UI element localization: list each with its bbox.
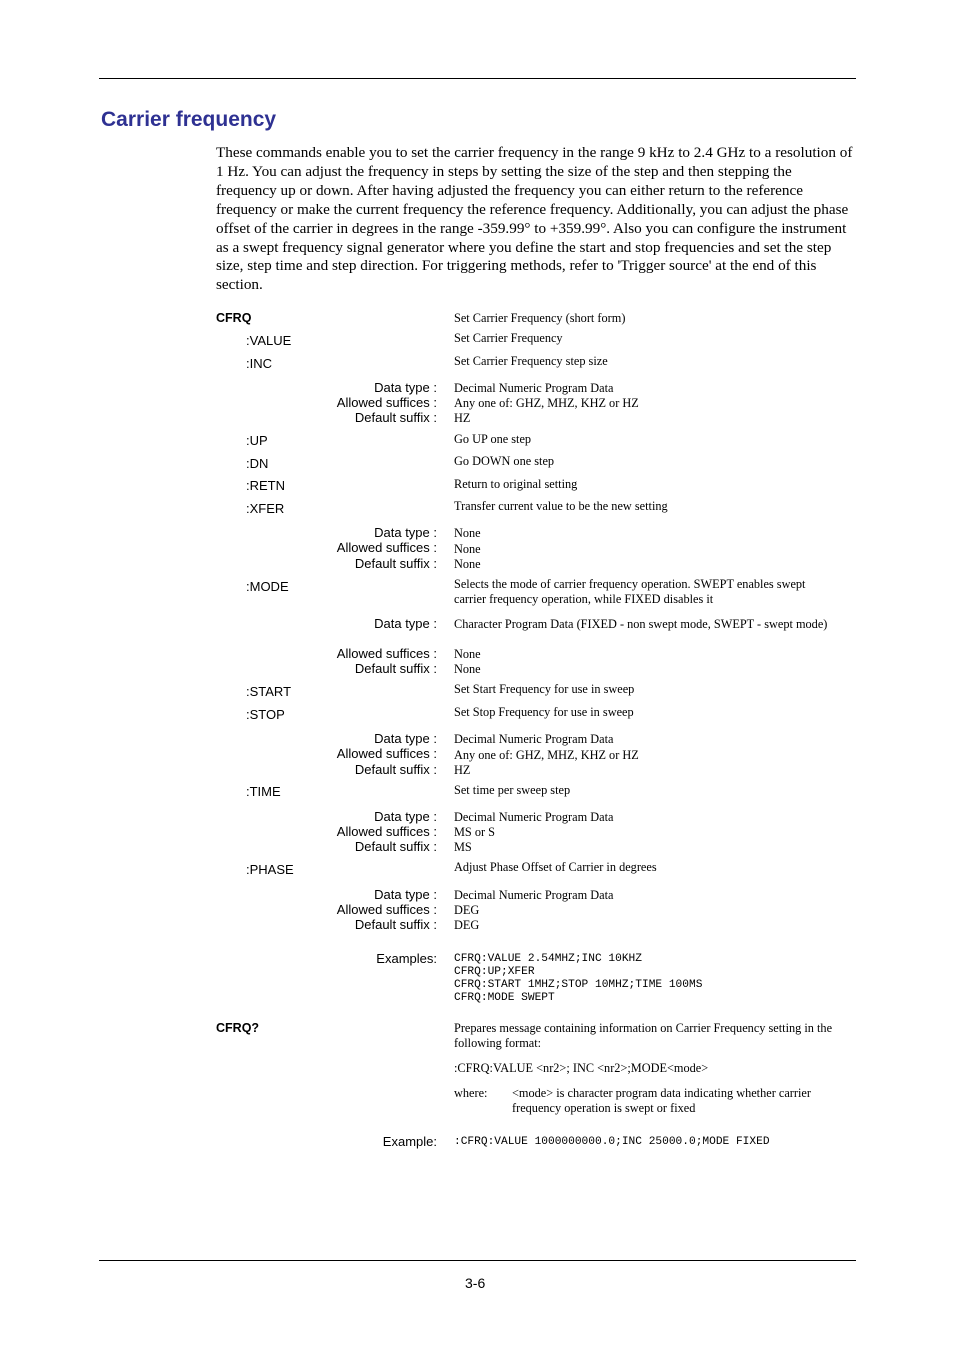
subcommand-xfer: :XFER [246,501,285,516]
default-suffix-label: Default suffix : [354,762,437,777]
time-default-suffix: MS [454,840,472,854]
subcommand-start: :START [246,684,292,699]
subcommand-value-desc: Set Carrier Frequency [454,331,563,345]
inc-allowed-suffices: Any one of: GHZ, MHZ, KHZ or HZ [454,396,639,410]
default-suffix-label: Default suffix : [354,839,437,854]
where-text: <mode> is character program data indicating whether carrier frequency operation is swept or fixed [512,1086,811,1115]
allowed-suffices-label: Allowed suffices : [336,646,437,661]
page-number: 3-6 [465,1275,486,1291]
subcommand-up: :UP [246,433,268,448]
example-line: CFRQ:START 1MHZ;STOP 10MHZ;TIME 100MS [454,979,703,991]
data-type-label: Data type : [374,809,437,824]
mode-data-type: Character Program Data (FIXED - non swept mode, SWEPT - swept mode) [454,617,828,631]
subcommand-dn-desc: Go DOWN one step [454,454,555,468]
xfer-allowed-suffices: None [454,542,481,556]
example-line: CFRQ:VALUE 2.54MHZ;INC 10KHZ [454,953,642,965]
subcommand-phase-desc: Adjust Phase Offset of Carrier in degrees [454,860,657,874]
example-line: CFRQ:UP;XFER [454,966,535,978]
header-rule [99,78,856,79]
intro-paragraph: These commands enable you to set the carrier frequency in the range 9 kHz to 2.4 GHz to a resolution of 1 Hz. You can adjust the frequency in steps by setting the size of the step and then stepping the frequency up or down. After having adjusted the frequency you can either return to the reference frequency or make the current frequency the reference frequency. Additionally, you can adjust the phase offset of the carrier in degrees in the range -359.99° to +359.99°. Also you can configure the instrument as a swept frequency signal generator where you define the start and stop frequencies and set the step size, step time and step direction. For triggering methods, refer to 'Trigger source' at the end of this section. [216,144,853,294]
command-cfrq-desc: Set Carrier Frequency (short form) [454,311,626,325]
allowed-suffices-label: Allowed suffices : [336,746,437,761]
inc-default-suffix: HZ [454,411,471,425]
example-label: Example: [382,1134,437,1149]
allowed-suffices-label: Allowed suffices : [336,824,437,839]
allowed-suffices-label: Allowed suffices : [336,902,437,917]
time-data-type: Decimal Numeric Program Data [454,810,614,824]
footer-rule [99,1260,856,1261]
query-desc: Prepares message containing information on Carrier Frequency setting in the following format: [454,1021,833,1050]
phase-default-suffix: DEG [454,918,480,932]
subcommand-start-desc: Set Start Frequency for use in sweep [454,682,635,696]
inc-data-type: Decimal Numeric Program Data [454,381,614,395]
stop-data-type: Decimal Numeric Program Data [454,732,614,746]
xfer-default-suffix: None [454,557,481,571]
subcommand-stop: :STOP [246,707,285,722]
subcommand-retn-desc: Return to original setting [454,477,578,491]
stop-allowed-suffices: Any one of: GHZ, MHZ, KHZ or HZ [454,748,639,762]
allowed-suffices-label: Allowed suffices : [336,540,437,555]
default-suffix-label: Default suffix : [354,410,437,425]
subcommand-value: :VALUE [246,333,292,348]
data-type-label: Data type : [374,525,437,540]
where-label: where: [454,1086,488,1100]
data-type-label: Data type : [374,731,437,746]
subcommand-stop-desc: Set Stop Frequency for use in sweep [454,705,634,719]
command-cfrq: CFRQ [216,311,252,325]
subcommand-phase: :PHASE [246,862,294,877]
xfer-data-type: None [454,526,481,540]
default-suffix-label: Default suffix : [354,917,437,932]
subcommand-retn: :RETN [246,478,285,493]
default-suffix-label: Default suffix : [354,661,437,676]
section-heading: Carrier frequency [101,108,277,131]
phase-data-type: Decimal Numeric Program Data [454,888,614,902]
subcommand-inc-desc: Set Carrier Frequency step size [454,354,608,368]
query-example: :CFRQ:VALUE 1000000000.0;INC 25000.0;MODE FIXED [454,1136,770,1148]
allowed-suffices-label: Allowed suffices : [336,395,437,410]
subcommand-dn: :DN [246,456,269,471]
subcommand-up-desc: Go UP one step [454,432,532,446]
mode-allowed-suffices: None [454,647,481,661]
data-type-label: Data type : [374,887,437,902]
example-line: CFRQ:MODE SWEPT [454,992,555,1004]
subcommand-mode-desc: Selects the mode of carrier frequency operation. SWEPT enables swept carrier frequency operation, while FIXED disables it [454,577,806,606]
subcommand-time: :TIME [246,784,281,799]
subcommand-mode: :MODE [246,579,289,594]
phase-allowed-suffices: DEG [454,903,480,917]
examples-label: Examples: [376,951,437,966]
time-allowed-suffices: MS or S [454,825,496,839]
mode-default-suffix: None [454,662,481,676]
subcommand-inc: :INC [246,356,272,371]
default-suffix-label: Default suffix : [354,556,437,571]
data-type-label: Data type : [374,380,437,395]
stop-default-suffix: HZ [454,763,471,777]
query-format: :CFRQ:VALUE <nr2>; INC <nr2>;MODE<mode> [454,1061,709,1075]
query-cfrq: CFRQ? [216,1021,260,1035]
subcommand-time-desc: Set time per sweep step [454,783,571,797]
data-type-label: Data type : [374,616,437,631]
subcommand-xfer-desc: Transfer current value to be the new setting [454,499,668,513]
